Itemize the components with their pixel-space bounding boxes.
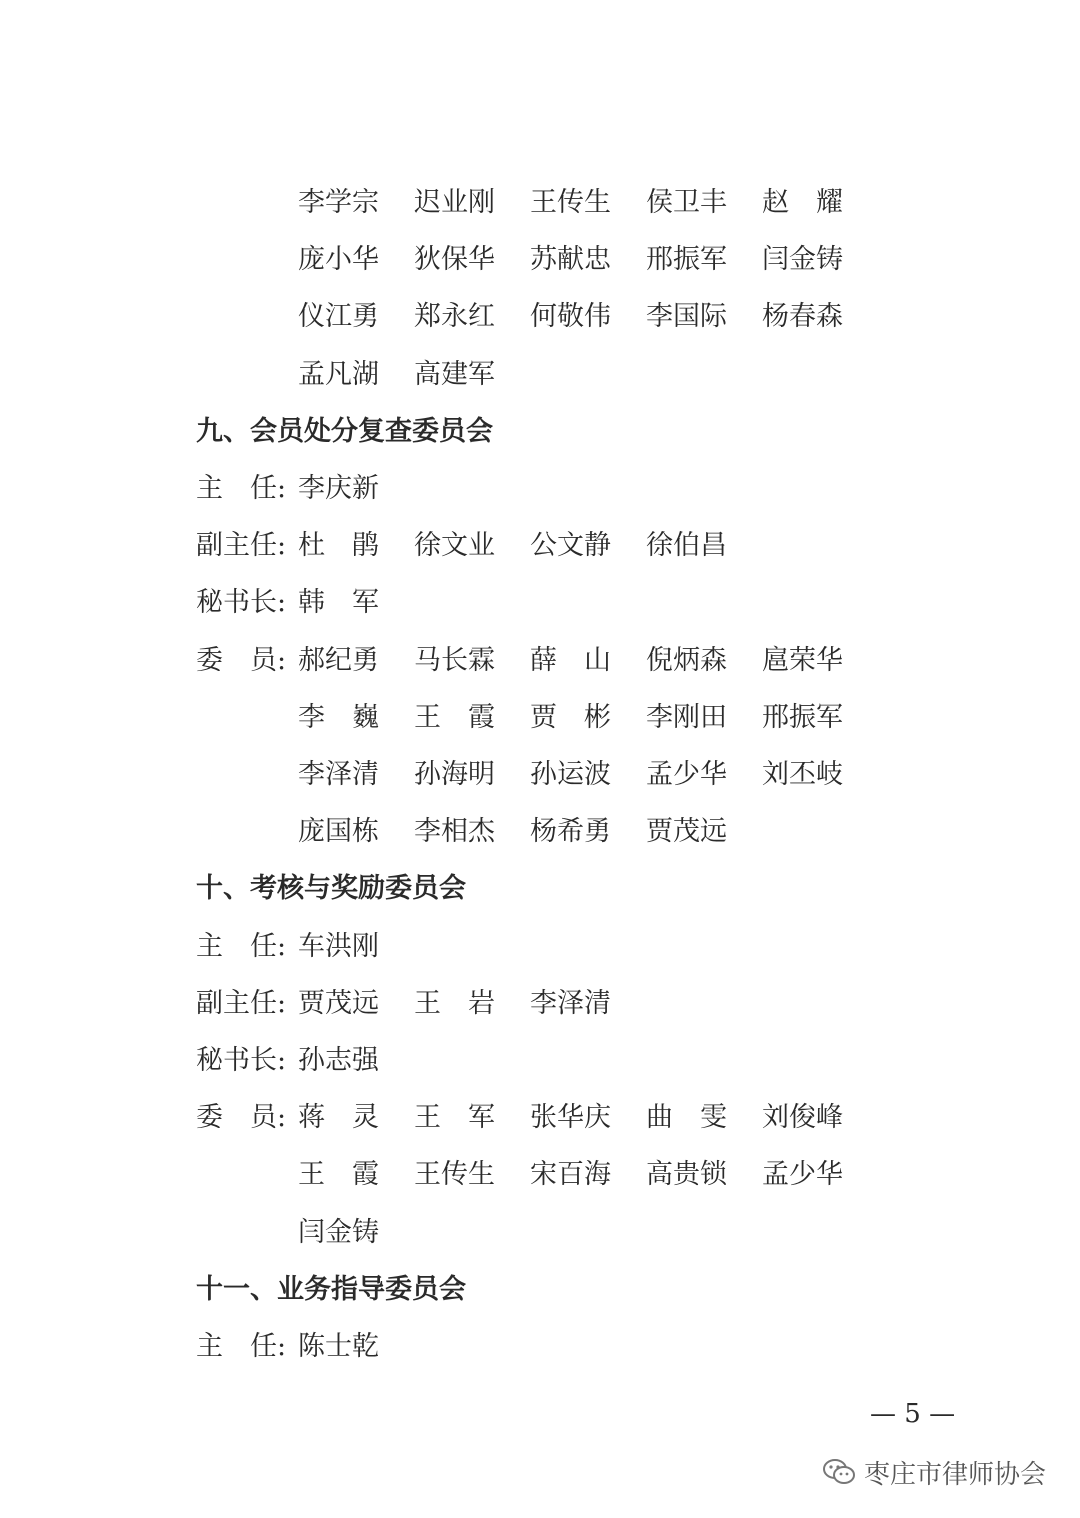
page-number: — 5 — — [870, 1399, 956, 1429]
member-name: 邢振军 — [646, 244, 727, 276]
deputy-row — [0, 984, 1080, 1024]
member-name: 王 霞 — [414, 701, 495, 733]
role-label: 秘书长: — [196, 1045, 287, 1076]
member-name: 侯卫丰 — [646, 187, 727, 218]
member-name: 郑永红 — [414, 301, 495, 333]
members-row — [0, 1155, 1080, 1195]
section9-heading — [0, 412, 1080, 452]
watermark-text: 枣庄市律师协会 — [864, 1459, 1047, 1490]
member-name: 扈荣华 — [762, 644, 843, 676]
members-row — [0, 755, 1080, 795]
role-label: 副主任: — [196, 530, 287, 562]
wechat-icon — [822, 1457, 856, 1487]
director-row — [0, 927, 1080, 967]
member-name: 孙志强 — [298, 1045, 379, 1076]
member-name: 王 岩 — [414, 987, 495, 1019]
member-name: 蒋 灵 — [298, 1102, 379, 1134]
member-name: 王传生 — [414, 1159, 495, 1191]
role-label: 主 任: — [196, 1331, 287, 1362]
member-name: 张华庆 — [530, 1102, 611, 1134]
section10-heading — [0, 869, 1080, 909]
section-heading: 十、考核与奖励委员会 — [196, 873, 466, 905]
member-name: 李泽清 — [298, 759, 379, 790]
member-row — [0, 355, 1080, 395]
secretary-row — [0, 583, 1080, 623]
role-label: 委 员: — [196, 644, 287, 676]
member-name: 刘俊峰 — [762, 1102, 843, 1134]
member-name: 韩 军 — [298, 587, 379, 619]
member-name: 陈士乾 — [298, 1331, 379, 1362]
members-row — [0, 698, 1080, 738]
member-row — [0, 297, 1080, 337]
member-name: 宋百海 — [530, 1159, 611, 1191]
member-name: 何敬伟 — [530, 301, 611, 333]
member-name: 孙运波 — [530, 759, 611, 790]
role-label: 委 员: — [196, 1102, 287, 1134]
member-name: 公文静 — [530, 530, 611, 562]
role-label: 主 任: — [196, 473, 287, 504]
section-heading: 十一、业务指导委员会 — [196, 1273, 466, 1305]
member-name: 杜 鹃 — [298, 530, 379, 562]
member-name: 马长霖 — [414, 644, 495, 676]
member-name: 李 巍 — [298, 701, 379, 733]
member-name: 王传生 — [530, 187, 611, 218]
member-name: 孟少华 — [646, 759, 727, 790]
member-name: 李国际 — [646, 301, 727, 333]
member-name: 邢振军 — [762, 701, 843, 733]
role-label: 主 任: — [196, 930, 287, 962]
member-name: 孙海明 — [414, 759, 495, 790]
member-name: 赵 耀 — [762, 187, 843, 218]
member-name: 徐伯昌 — [646, 530, 727, 562]
member-name: 贾 彬 — [530, 701, 611, 733]
members-row — [0, 1213, 1080, 1253]
member-name: 刘丕岐 — [762, 759, 843, 790]
members-row — [0, 641, 1080, 681]
member-name: 贾茂远 — [646, 816, 727, 848]
deputy-row — [0, 526, 1080, 566]
member-name: 高建军 — [414, 358, 495, 390]
member-name: 孟少华 — [762, 1159, 843, 1191]
member-name: 苏献忠 — [530, 244, 611, 276]
section11-heading — [0, 1270, 1080, 1310]
member-name: 贾茂远 — [298, 987, 379, 1019]
members-row — [0, 1098, 1080, 1138]
member-name: 徐文业 — [414, 530, 495, 562]
member-name: 李相杰 — [414, 816, 495, 848]
member-name: 倪炳森 — [646, 644, 727, 676]
role-label: 副主任: — [196, 987, 287, 1019]
member-name: 仪江勇 — [298, 301, 379, 333]
role-label: 秘书长: — [196, 587, 287, 619]
member-name: 庞小华 — [298, 244, 379, 276]
member-name: 王 霞 — [298, 1159, 379, 1191]
member-name: 王 军 — [414, 1102, 495, 1134]
member-name: 车洪刚 — [298, 930, 379, 962]
member-name: 迟业刚 — [414, 187, 495, 218]
member-name: 闫金铸 — [298, 1216, 379, 1248]
members-row — [0, 812, 1080, 852]
member-row — [0, 240, 1080, 280]
member-name: 李泽清 — [530, 987, 611, 1019]
member-name: 闫金铸 — [762, 244, 843, 276]
member-name: 杨希勇 — [530, 816, 611, 848]
member-name: 李学宗 — [298, 187, 379, 218]
member-name: 曲 雯 — [646, 1102, 727, 1134]
member-name: 庞国栋 — [298, 816, 379, 848]
secretary-row — [0, 1041, 1080, 1081]
member-row — [0, 183, 1080, 223]
member-name: 杨春森 — [762, 301, 843, 333]
director-row — [0, 469, 1080, 509]
member-name: 孟凡湖 — [298, 358, 379, 390]
member-name: 李庆新 — [298, 473, 379, 504]
member-name: 薛 山 — [530, 644, 611, 676]
section-heading: 九、会员处分复查委员会 — [196, 415, 493, 447]
member-name: 李刚田 — [646, 701, 727, 733]
director-row — [0, 1327, 1080, 1367]
watermark — [822, 1452, 1046, 1492]
member-name: 狄保华 — [414, 244, 495, 276]
member-name: 高贵锁 — [646, 1159, 727, 1191]
member-name: 郝纪勇 — [298, 644, 379, 676]
